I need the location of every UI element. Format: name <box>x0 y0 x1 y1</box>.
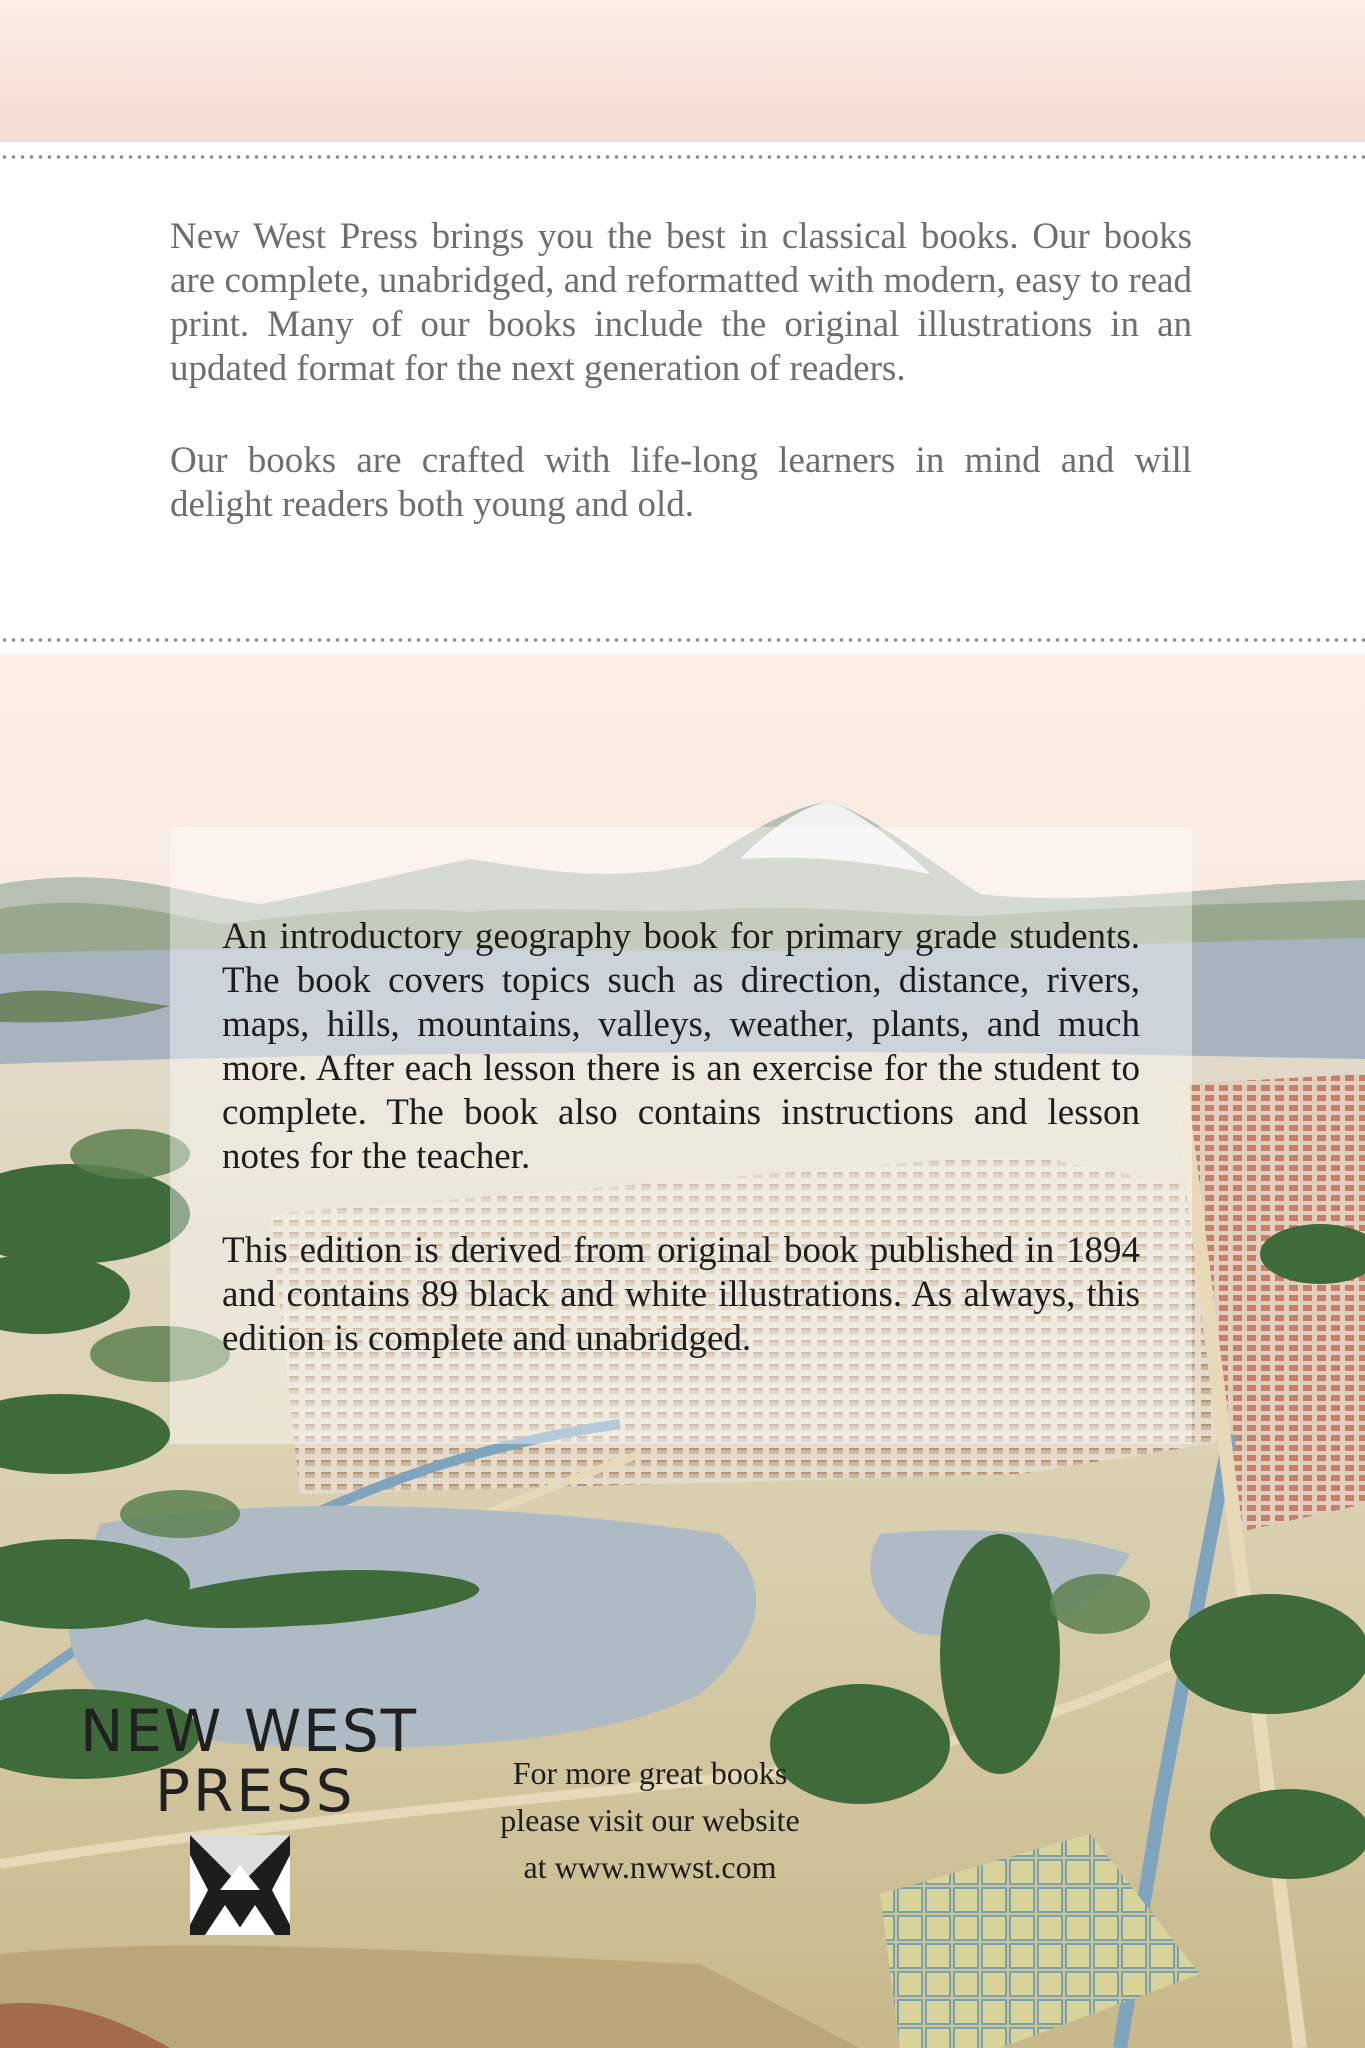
website-note <box>440 1750 860 1891</box>
website-note-line-1: For more great books <box>512 1755 788 1791</box>
logo-wordmark-line-2: PRESS <box>155 1757 356 1825</box>
logo-wordmark-line-1: NEW WEST <box>80 1697 419 1765</box>
publisher-description <box>170 215 1192 575</box>
blurb-paragraph-1: An introductory geography book for primary grade students. The book covers topics such as direction, distance, rivers, maps, hills, mountains, valleys, weather, plants, and much more. After each lesson there is an exercise for the student to complete. The book also contains instructions and lesson notes for the teacher. <box>222 916 1140 1177</box>
publisher-paragraph-2: Our books are crafted with life-long learners in mind and will delight readers both young and old. <box>170 440 1192 525</box>
dotted-divider-bottom <box>0 637 1365 643</box>
new-west-press-emblem-icon <box>190 1835 290 1935</box>
blurb-paragraph-2: This edition is derived from original book published in 1894 and contains 89 black and white illustrations. As always, this edition is complete and unabridged. <box>222 1230 1140 1359</box>
website-note-line-3: at www.nwwst.com <box>523 1849 777 1885</box>
publisher-paragraph-1: New West Press brings you the best in classical books. Our books are complete, unabridged, and reformatted with modern, easy to read print. Many of our books include the original illustrations in an updated format for the next generation of readers. <box>170 216 1192 389</box>
website-note-line-2: please visit our website <box>500 1802 800 1838</box>
dotted-divider-top <box>0 154 1365 160</box>
top-sky-strip <box>0 0 1365 142</box>
book-blurb <box>222 915 1140 1411</box>
